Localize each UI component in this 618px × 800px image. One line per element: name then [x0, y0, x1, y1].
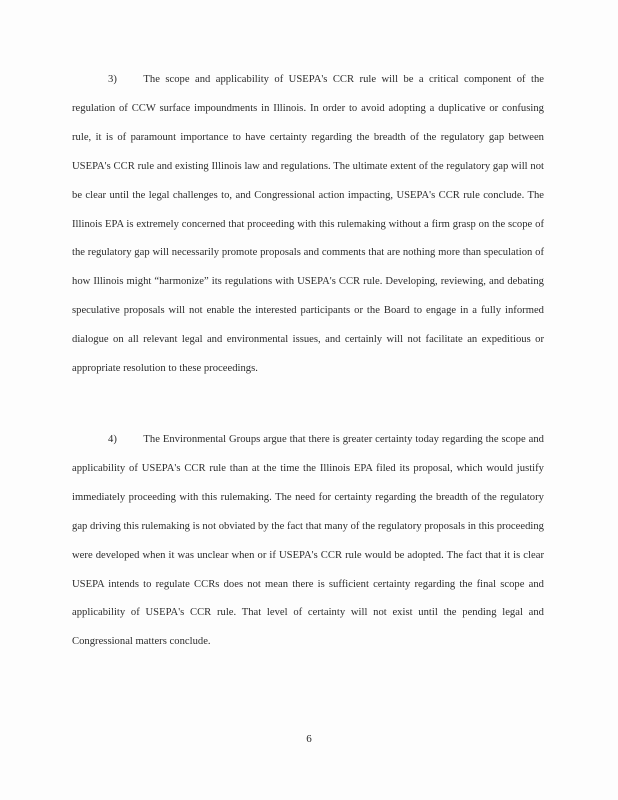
paragraph-text: The Environmental Groups argue that there is greater certainty today regarding the scope and applicability of USEPA's CCR rule than at the time the Illinois EPA filed its proposal, which would justify immediately proceeding with this rulemaking. The need for certainty regarding the breadth of the regulatory gap driving this rulemaking is not obviated by the fact that many of the regulatory proposals in this proceeding were developed when it was unclear when or if USEPA's CCR rule would be adopted. The fact that it is clear USEPA intends to regulate CCRs does not mean there is sufficient certainty regarding the final scope and applicability of USEPA's CCR rule. That level of certainty will not exist until the pending legal and Congressional matters conclude.: [72, 434, 544, 648]
paragraph-text: The scope and applicability of USEPA's CCR rule will be a critical component of the regulation of CCW surface impoundments in Illinois. In order to avoid adopting a duplicative or confusing rule, it is of paramount importance to have certainty regarding the breadth of the regulatory gap between USEPA's CCR rule and existing Illinois law and regulations. The ultimate extent of the regulatory gap will not be clear until the legal challenges to, and Congressional action impacting, USEPA's CCR rule conclude. The Illinois EPA is extremely concerned that proceeding with this rulemaking without a firm grasp on the scope of the regulatory gap will necessarily promote proposals and comments that are nothing more than speculation of how Illinois might “harmonize” its regulations with USEPA's CCR rule. Developing, reviewing, and debating speculative proposals will not enable the interested participants or the Board to engage in a fully informed dialogue on all relevant legal and environmental issues, and certainly will not facilitate an expeditious or appropriate resolution to these proceedings.: [72, 74, 544, 375]
paragraph-number: 4): [108, 434, 117, 445]
paragraph-3: [72, 66, 544, 384]
paragraph-4: [72, 426, 544, 657]
paragraph-number: 3): [108, 74, 117, 85]
page-number: 6: [306, 733, 312, 745]
